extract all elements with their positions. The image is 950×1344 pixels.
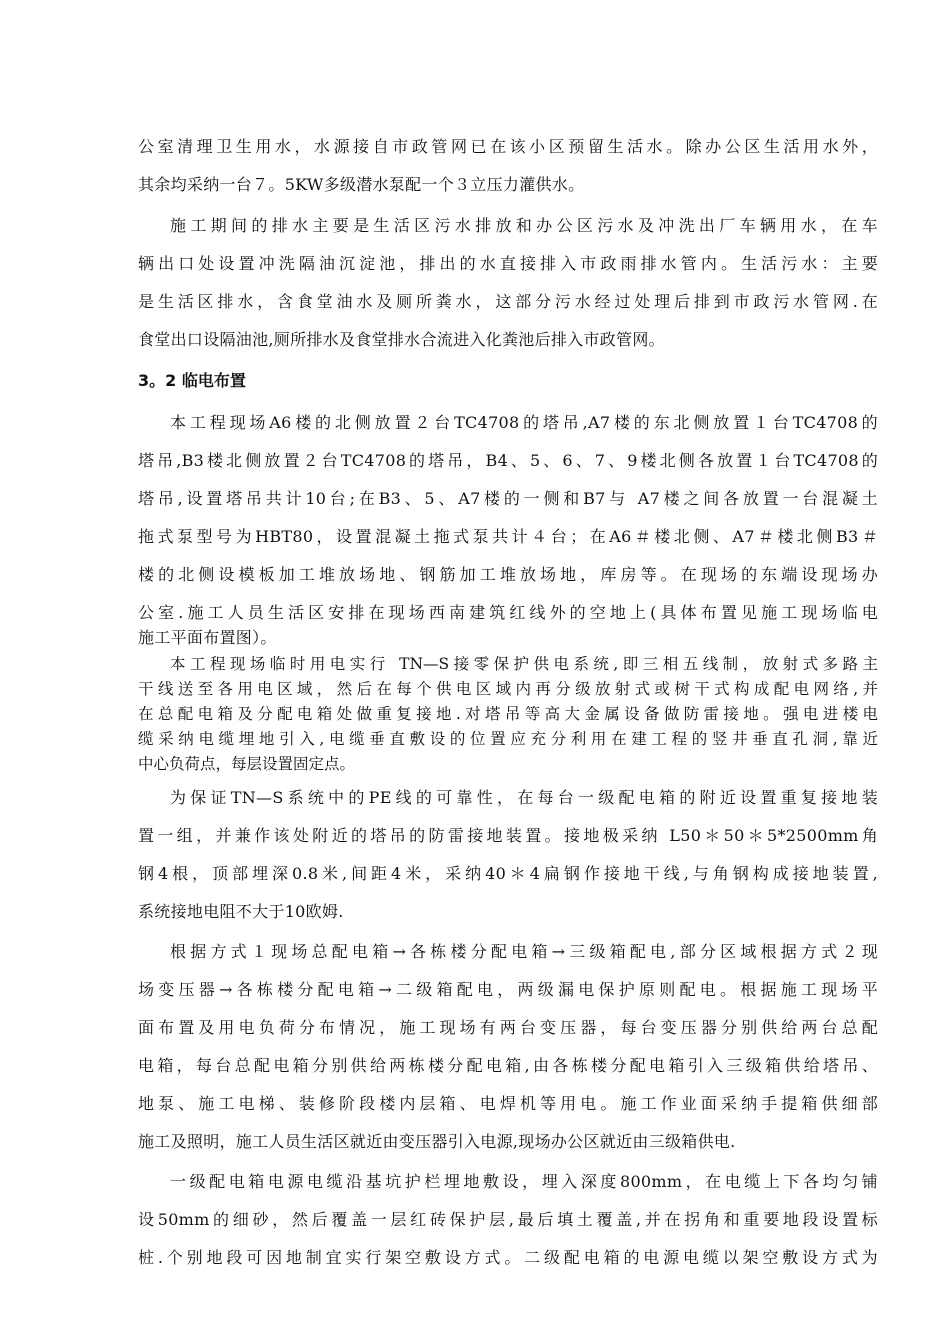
text-line: 本工程现场临时用电实行 TN—S接零保护供电系统,即三相五线制，放射式多路主 [170,655,878,673]
text-line: 楼的北侧设模板加工堆放场地、钢筋加工堆放场地，库房等。在现场的东端设现场办 [138,565,878,584]
text-line: 其余均采纳一台７。5KW多级潜水泵配一个３立压力灌供水。 [138,175,585,194]
text-line: 施工平面布置图）。 [138,628,277,647]
text-line: 施工期间的排水主要是生活区污水排放和办公区污水及冲洗出厂车辆用水，在车 [170,216,878,235]
text-line: 辆出口处设置冲洗隔油沉淀池，排出的水直接排入市政雨排水管内。生活污水：主要 [138,254,878,273]
text-line: 为保证TN—S系统中的PE线的可靠性，在每台一级配电箱的附近设置重复接地装 [170,788,878,807]
text-line: 一级配电箱电源电缆沿基坑护栏埋地敷设，埋入深度800mm，在电缆上下各均匀铺 [170,1172,878,1191]
text-line: 根据方式１现场总配电箱→各栋楼分配电箱→三级箱配电,部分区域根据方式２现 [170,942,878,961]
text-line: 本工程现场A6楼的北侧放置２台TC4708的塔吊,A7楼的东北侧放置１台TC4708的 [170,413,878,432]
text-line: 是生活区排水，含食堂油水及厕所粪水，这部分污水经过处理后排到市政污水管网.在 [138,292,878,311]
text-line: 中心负荷点，每层设置固定点。 [138,755,356,773]
text-line: 食堂出口设隔油池,厕所排水及食堂排水合流进入化粪池后排入市政管网。 [138,330,665,349]
text-line: 塔吊,设置塔吊共计10台;在B3、5、A7楼的一侧和B7与 A7楼之间各放置一台混凝土 [138,489,878,508]
text-line: 电箱，每台总配电箱分别供给两栋楼分配电箱,由各栋楼分配电箱引入三级箱供给塔吊、 [138,1056,878,1075]
text-line: 钢4根，顶部埋深0.8米,间距4米，采纳40＊4扁钢作接地干线,与角钢构成接地装置, [138,864,878,883]
text-line: 置一组，并兼作该处附近的塔吊的防雷接地装置。接地极采纳 L50＊50＊5*2500mm角 [138,826,878,845]
text-line: 施工及照明，施工人员生活区就近由变压器引入电源,现场办公区就近由三级箱供电. [138,1132,736,1151]
text-line: 公室清理卫生用水，水源接自市政管网已在该小区预留生活水。除办公区生活用水外， [138,137,878,156]
text-line: 场变压器→各栋楼分配电箱→二级箱配电，两级漏电保护原则配电。根据施工现场平 [138,980,878,999]
text-line: 公室.施工人员生活区安排在现场西南建筑红线外的空地上(具体布置见施工现场临电 [138,603,878,622]
text-line: 塔吊,B3楼北侧放置２台TC4708的塔吊，B4、5、6、7、9楼北侧各放置１台TC4708的 [138,451,878,470]
text-line: 干线送至各用电区域，然后在每个供电区域内再分级放射式或树干式构成配电网络,并 [138,680,878,698]
text-line: 桩.个别地段可因地制宜实行架空敷设方式。二级配电箱的电源电缆以架空敷设方式为 [138,1248,878,1267]
text-line: 设50mm的细砂，然后覆盖一层红砖保护层,最后填土覆盖,并在拐角和重要地段设置标 [138,1210,878,1229]
text-line: 面布置及用电负荷分布情况，施工现场有两台变压器，每台变压器分别供给两台总配 [138,1018,878,1037]
text-line: 在总配电箱及分配电箱处做重复接地.对塔吊等高大金属设备做防雷接地。强电进楼电 [138,705,878,723]
section-heading: 3。2 临电布置 [138,371,246,390]
text-line: 缆采纳电缆埋地引入,电缆垂直敷设的位置应充分利用在建工程的竖井垂直孔洞,靠近 [138,730,878,748]
text-line: 系统接地电阻不大于10欧姆. [138,902,344,921]
text-line: 拖式泵型号为HBT80，设置混凝土拖式泵共计４台；在A6＃楼北侧、A7＃楼北侧B3＃ [138,527,878,546]
text-line: 地泵、施工电梯、装修阶段楼内层箱、电焊机等用电。施工作业面采纳手提箱供细部 [138,1094,878,1113]
